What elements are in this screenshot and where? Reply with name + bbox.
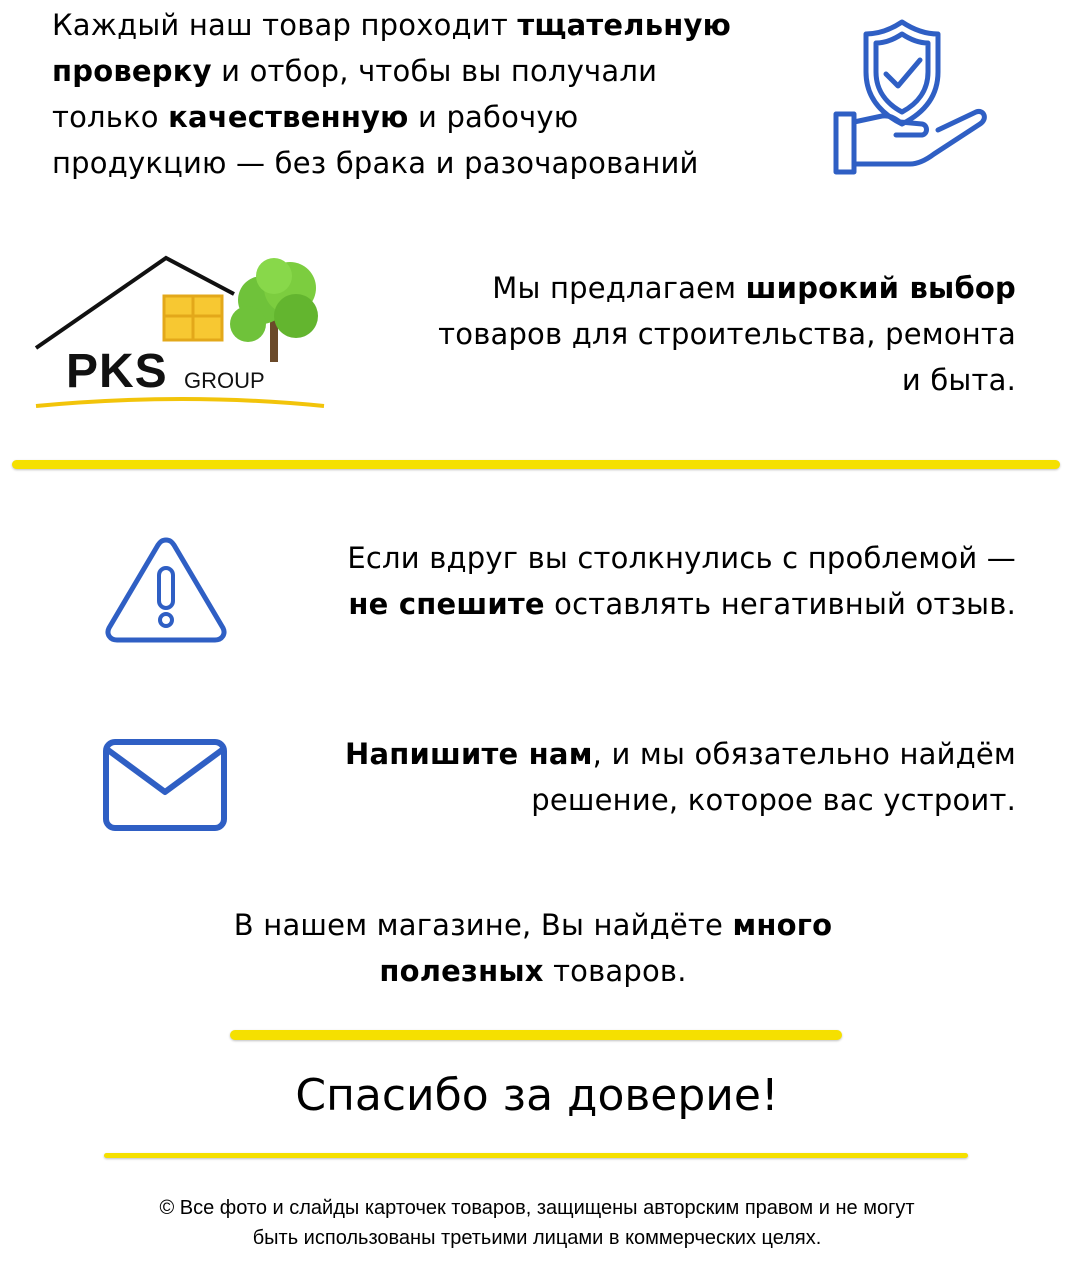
quality-line-1: Каждый наш товар проходит тщательную xyxy=(52,8,731,42)
copyright-notice xyxy=(0,1193,1074,1253)
copyright-line-2: быть использованы третьими лицами в коммерческих целях. xyxy=(252,1227,822,1249)
divider-3 xyxy=(104,1153,968,1158)
shield-check-hand-icon xyxy=(830,14,995,179)
quality-text xyxy=(52,2,731,186)
assortment-line-1: Мы предлагаем широкий выбор xyxy=(492,271,1016,305)
store-line-1: В нашем магазине, Вы найдёте много xyxy=(233,908,833,942)
quality-line-4: продукцию — без брака и разочарований xyxy=(52,146,699,180)
problem-text xyxy=(347,535,1016,627)
thanks-heading: Спасибо за доверие! xyxy=(295,1070,779,1121)
store-line-2: полезных товаров. xyxy=(379,954,687,988)
logo-main-text: PKS xyxy=(66,345,168,398)
pks-group-logo xyxy=(34,254,334,412)
assortment-line-2: товаров для строительства, ремонта xyxy=(438,317,1016,351)
assortment-text xyxy=(438,265,1016,403)
store-text xyxy=(0,902,1066,994)
quality-line-3: только качественную и рабочую xyxy=(52,100,579,134)
divider-1 xyxy=(12,460,1060,469)
contact-line-1: Напишите нам, и мы обязательно найдём xyxy=(345,737,1016,771)
assortment-line-3: и быта. xyxy=(901,363,1016,397)
logo-sub-text: GROUP xyxy=(184,368,265,393)
contact-text xyxy=(345,731,1016,823)
copyright-line-1: © Все фото и слайды карточек товаров, защищены авторским правом и не могут xyxy=(159,1197,915,1219)
contact-line-2: решение, которое вас устроит. xyxy=(531,783,1016,817)
problem-line-1: Если вдруг вы столкнулись с проблемой — xyxy=(347,541,1016,575)
envelope-icon xyxy=(102,738,228,832)
divider-2 xyxy=(230,1030,842,1040)
problem-line-2: не спешите оставлять негативный отзыв. xyxy=(348,587,1016,621)
quality-line-2: проверку и отбор, чтобы вы получали xyxy=(52,54,658,88)
warning-triangle-icon xyxy=(104,534,228,644)
